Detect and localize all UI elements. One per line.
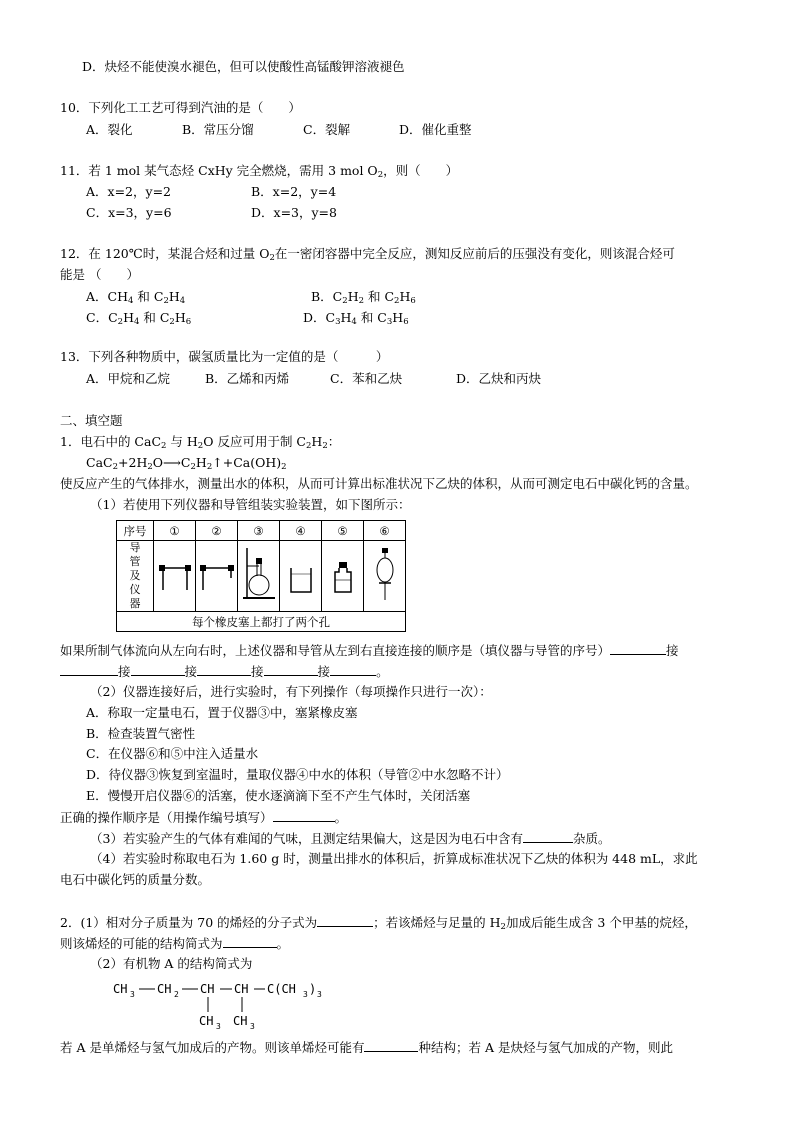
table-side-label: 导管及仪器 — [129, 541, 141, 610]
structural-formula — [113, 980, 353, 1035]
connect-blank-1[interactable] — [610, 642, 666, 655]
q10-option-d: D．催化重整 — [399, 122, 472, 137]
q12-stem: 12．在 120℃时，某混合烃和过量 $O_2$在一密闭容器中完全反应，测知反应前后的压强没有变化，则该混合烃可 — [60, 246, 675, 263]
section-title: 二、填空题 — [60, 413, 123, 428]
svg-text:CH: CH — [233, 1014, 248, 1028]
table-num-4: ④ — [280, 521, 322, 541]
fill1-part2: （2）仪器连接好后，进行实验时，有下列操作（每项操作只进行一次）： — [90, 684, 492, 699]
reaction-equation: $CaC_2+2H_2O⟶C_2H_2↑+Ca(OH)_2$ — [86, 455, 287, 472]
order-blank[interactable] — [273, 809, 335, 822]
svg-text:3: 3 — [130, 990, 135, 999]
fill2-part1-line2: 则该烯烃的可能的结构简式为 。 — [60, 936, 290, 951]
svg-text:C(CH: C(CH — [267, 982, 296, 996]
fill2-part2: （2）有机物 A 的结构简式为 — [90, 956, 253, 971]
beaker-icon — [280, 541, 322, 612]
q11-stem: 11．若 1 mol 某气态烃 CxHy 完全燃烧，需用 3 mol $O_2$，则（ ） — [60, 163, 459, 180]
table-header-label: 序号 — [117, 521, 154, 541]
q10-option-a: A．裂化 — [86, 122, 133, 137]
q9-option-d: D．炔烃不能使溴水褪色，但可以使酸性高锰酸钾溶液褪色 — [82, 59, 405, 74]
connect-question: 如果所制气体流向从左向右时，上述仪器和导管从左到右直接连接的顺序是（填仪器与导管的序号） 接 — [60, 643, 679, 658]
svg-text:CH: CH — [199, 1014, 214, 1028]
table-num-2: ② — [196, 521, 238, 541]
svg-text:CH: CH — [234, 982, 249, 996]
connect-blank-3[interactable] — [131, 663, 185, 676]
q13-option-a: A．甲烷和乙烷 — [86, 371, 171, 386]
operation-e: E．慢慢开启仪器⑥的活塞，使水逐滴滴下至不产生气体时，关闭活塞 — [86, 788, 471, 803]
q11-option-a: A．x=2，y=2 — [86, 184, 171, 199]
connect-blank-2[interactable] — [60, 663, 118, 676]
fill2-last-line: 若 A 是单烯烃与氢气加成后的产物。则该单烯烃可能有 种结构；若 A 是炔烃与氢气加成的产物，则此 — [60, 1040, 673, 1055]
svg-text:CH: CH — [157, 982, 172, 996]
fill2-part1: 2．(1）相对分子质量为 70 的烯烃的分子式为 ；若该烯烃与足量的 $H_2$加成后能生成含 3 个甲基的烷烃， — [60, 915, 697, 932]
separatory-funnel-icon — [364, 541, 406, 612]
q13-option-d: D．乙炔和丙炔 — [456, 371, 542, 386]
connect-blank-6[interactable] — [330, 663, 376, 676]
table-num-5: ⑤ — [322, 521, 364, 541]
svg-text:3: 3 — [303, 990, 308, 999]
fill1-stem: 1．电石中的 CaC$_2$ 与 $H_2O$ 反应可用于制 $C_2H_2$： — [60, 434, 341, 451]
order-question: 正确的操作顺序是（用操作编号填写） 。 — [60, 810, 348, 825]
q12-option-b: B．$C_2H_2$ 和 $C_2H_6$ — [311, 289, 416, 306]
q12-option-d: D．$C_3H_4$ 和 $C_3H_6$ — [303, 310, 409, 327]
flask-stand-icon — [238, 541, 280, 612]
operation-d: D．待仪器③恢复到室温时，量取仪器④中水的体积（导管②中水忽略不计） — [86, 767, 509, 782]
apparatus-table — [116, 520, 406, 632]
operation-b: B．检查装置气密性 — [86, 726, 196, 741]
svg-text:CH: CH — [200, 982, 215, 996]
q10-stem: 10．下列化工工艺可得到汽油的是（ ） — [60, 100, 301, 115]
structure-blank[interactable] — [223, 935, 277, 948]
tube-2-icon — [196, 541, 238, 612]
q11-option-b: B．x=2，y=4 — [251, 184, 337, 199]
fill1-part1: （1）若使用下列仪器和导管组装实验装置，如下图所示： — [90, 497, 411, 512]
isomer-count-blank[interactable] — [364, 1039, 418, 1052]
q11-option-c: C．x=3，y=6 — [86, 205, 172, 220]
fill1-part4: （4）若实验时称取电石为 1.60 g 时，测量出排水的体积后，折算成标准状况下乙炔的体积为 448 mL，求此 — [90, 851, 698, 866]
tube-1-icon — [154, 541, 196, 612]
connect-blank-5[interactable] — [264, 663, 318, 676]
table-num-1: ① — [154, 521, 196, 541]
fill1-part3: （3）若实验产生的气体有难闻的气味，且测定结果偏大，这是因为电石中含有 杂质。 — [90, 831, 611, 846]
fill1-part4-line2: 电石中碳化钙的质量分数。 — [60, 872, 211, 887]
svg-text:3: 3 — [216, 1022, 221, 1031]
connect-blank-4[interactable] — [197, 663, 251, 676]
table-note: 每个橡皮塞上都打了两个孔 — [117, 612, 406, 632]
svg-text:3: 3 — [317, 990, 322, 999]
q13-option-b: B．乙烯和丙烯 — [205, 371, 290, 386]
svg-text:CH: CH — [113, 982, 128, 996]
q10-option-c: C．裂解 — [303, 122, 351, 137]
connect-question-line2: 接 接 接 接 。 — [60, 663, 389, 680]
svg-text:): ) — [309, 982, 317, 996]
q13-stem: 13．下列各种物质中，碳氢质量比为一定值的是（ ） — [60, 349, 389, 364]
q13-option-c: C．苯和乙炔 — [330, 371, 403, 386]
operation-c: C．在仪器⑥和⑤中注入适量水 — [86, 746, 259, 761]
svg-text:2: 2 — [174, 990, 179, 999]
svg-text:3: 3 — [250, 1022, 255, 1031]
q12-option-c: C．$C_2H_4$ 和 $C_2H_6$ — [86, 310, 192, 327]
impurity-blank[interactable] — [523, 830, 573, 843]
q11-option-d: D．x=3，y=8 — [251, 205, 337, 220]
q10-option-b: B．常压分馏 — [182, 122, 254, 137]
q12-option-a: A．$CH_4$ 和 $C_2H_4$ — [86, 289, 186, 306]
table-num-3: ③ — [238, 521, 280, 541]
operation-a: A．称取一定量电石，置于仪器③中，塞紧橡皮塞 — [86, 705, 358, 720]
formula-blank[interactable] — [317, 914, 373, 927]
q12-stem-line2: 能是 （ ） — [60, 267, 139, 282]
fill1-paragraph: 使反应产生的气体排水，测量出水的体积，从而可计算出标准状况下乙炔的体积，从而可测定电石中碳化钙的含量。 — [60, 476, 698, 491]
bottle-icon — [322, 541, 364, 612]
table-num-6: ⑥ — [364, 521, 406, 541]
